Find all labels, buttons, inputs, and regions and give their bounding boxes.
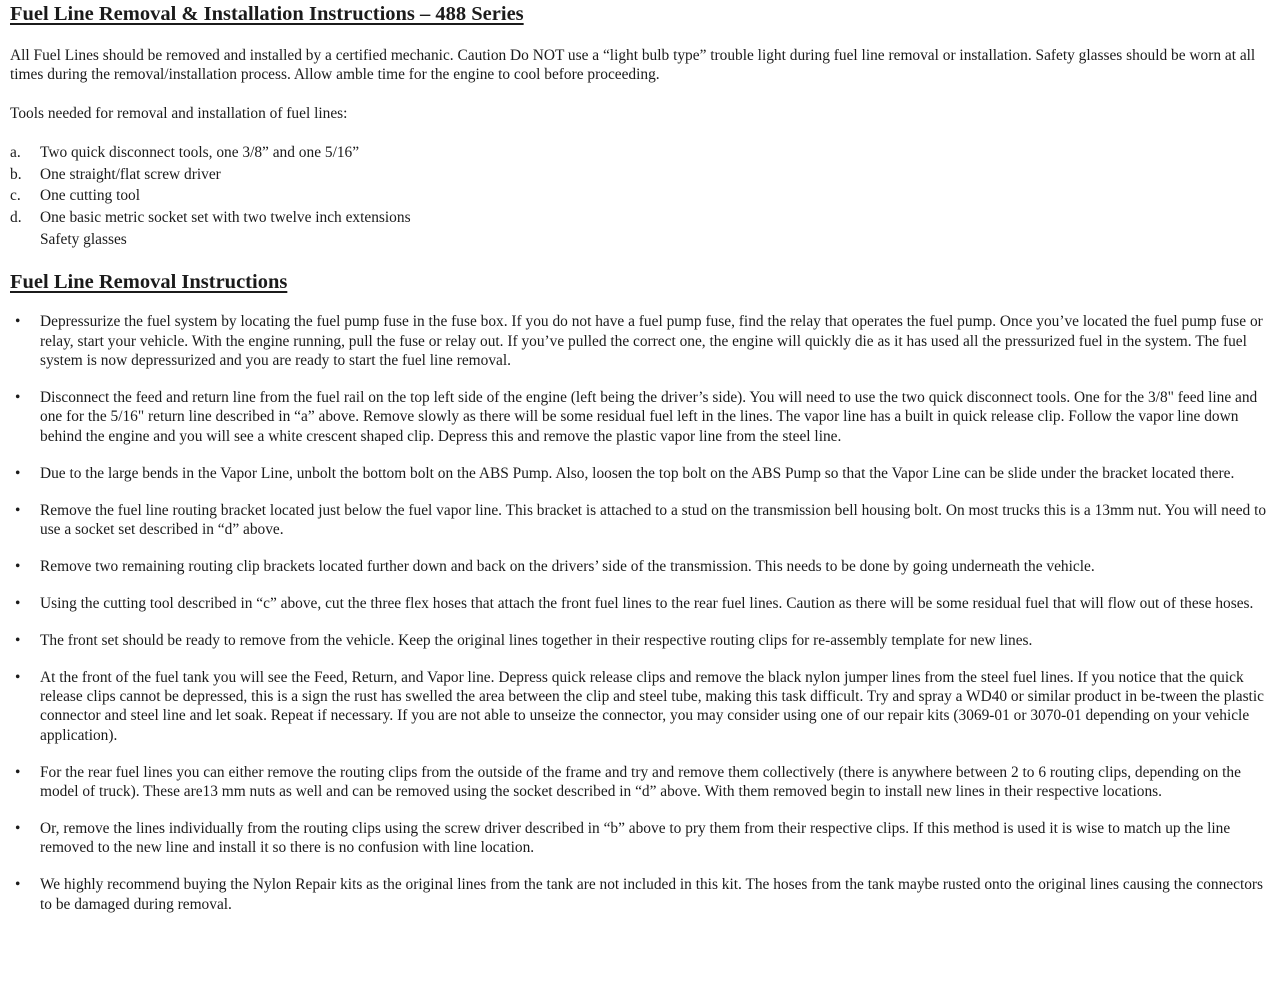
tool-item-a-marker: a.	[10, 144, 21, 162]
instruction-bullet: • Or, remove the lines individually from the routing clips using the screw driver described in “b” above to pry them from their respective clips. If this method is used it is wise to match up the line removed to the new line and install it so there is no confusion with line location.	[10, 819, 1268, 858]
tool-item-a	[10, 142, 1268, 164]
tool-item-b	[10, 164, 1268, 186]
tool-item-d-extra: Safety glasses	[40, 230, 127, 248]
instruction-bullet: • Using the cutting tool described in “c” above, cut the three flex hoses that attach the front fuel lines to the rear fuel lines. Caution as there will be some residual fuel that will flow out of these hoses.	[10, 594, 1268, 613]
intro-paragraph: All Fuel Lines should be removed and installed by a certified mechanic. Caution Do NOT use a “light bulb type” trouble light during fuel line removal or installation. Safety glasses should be worn at all times during the removal/installation process. Allow amble time for the engine to cool before proceeding.	[10, 47, 1256, 84]
section-heading: Fuel Line Removal Instructions	[10, 271, 288, 294]
instruction-bullet: • Remove the fuel line routing bracket located just below the fuel vapor line. This bracket is attached to a stud on the transmission bell housing bolt. On most trucks this is a 13mm nut. You will need to use a socket set described in “d” above.	[10, 501, 1268, 540]
instruction-bullet: • We highly recommend buying the Nylon Repair kits as the original lines from the tank are not included in this kit. The hoses from the tank maybe rusted onto the original lines causing the connectors to be damaged during removal.	[10, 875, 1268, 914]
instruction-bullet: • For the rear fuel lines you can either remove the routing clips from the outside of the frame and try and remove them collectively (there is anywhere between 2 to 6 routing clips, depending on the model of truck). These are13 mm nuts as well and can be removed using the socket described in “d” above. With them removed begin to install new lines in their respective locations.	[10, 763, 1268, 802]
tool-item-a-text: Two quick disconnect tools, one 3/8” and one 5/16”	[40, 144, 360, 162]
tool-item-d	[10, 207, 1268, 229]
document-title: Fuel Line Removal & Installation Instructions – 488 Series	[10, 3, 524, 25]
tools-intro-line: Tools needed for removal and installation of fuel lines:	[10, 104, 348, 122]
instruction-bullet: • Disconnect the feed and return line from the fuel rail on the top left side of the engine (left being the driver’s side). You will need to use the two quick disconnect tools. One for the 3/8" feed line and one for the 5/16" return line described in “a” above. Remove slowly as there will be some residual fuel left in the lines. The vapor line has a built in quick release clip. Follow the vapor line down behind the engine and you will see a white crescent shaped clip. Depress this and remove the plastic vapor line from the steel line.	[10, 388, 1268, 446]
tools-list	[10, 142, 1268, 250]
instruction-bullet: • Remove two remaining routing clip brackets located further down and back on the drivers’ side of the transmission. This needs to be done by going underneath the vehicle.	[10, 557, 1268, 576]
tool-item-d-text: One basic metric socket set with two twelve inch extensions	[40, 209, 411, 226]
instruction-bullet: • The front set should be ready to remove from the vehicle. Keep the original lines together in their respective routing clips for re-assembly template for new lines.	[10, 631, 1268, 650]
tool-item-b-text: One straight/flat screw driver	[40, 165, 221, 183]
tool-item-d-marker: d.	[10, 209, 22, 226]
tool-item-b-marker: b.	[10, 165, 22, 183]
instruction-bullet: • At the front of the fuel tank you will see the Feed, Return, and Vapor line. Depress quick release clips and remove the black nylon jumper lines from the steel fuel lines. If you notice that the quick release clips cannot be depressed, this is a sign the rust has swelled the area between the clip and steel tube, making this task difficult. Try and spray a WD40 or similar product in be-tween the plastic connector and steel line and let soak. Repeat if necessary. If you are not able to unseize the connector, you may consider using one of our repair kits (3069-01 or 3070-01 depending on your vehicle application).	[10, 668, 1268, 746]
tool-item-c-text: One cutting tool	[40, 187, 141, 205]
instruction-list	[10, 312, 1268, 914]
instruction-bullet: • Due to the large bends in the Vapor Line, unbolt the bottom bolt on the ABS Pump. Also, loosen the top bolt on the ABS Pump so that the Vapor Line can be slide under the bracket located there.	[10, 464, 1268, 483]
instruction-bullet: • Depressurize the fuel system by locating the fuel pump fuse in the fuse box. If you do not have a fuel pump fuse, find the relay that operates the fuel pump. Once you’ve located the fuel pump fuse or relay, start your vehicle. With the engine running, pull the fuse or relay out. If you’ve pulled the correct one, the engine will quickly die as it has used all the pressurized fuel in the system. The fuel system is now depressurized and you are ready to start the fuel line removal.	[10, 312, 1268, 370]
tool-item-c-marker: c.	[10, 187, 21, 205]
tool-item-c	[10, 185, 1268, 207]
